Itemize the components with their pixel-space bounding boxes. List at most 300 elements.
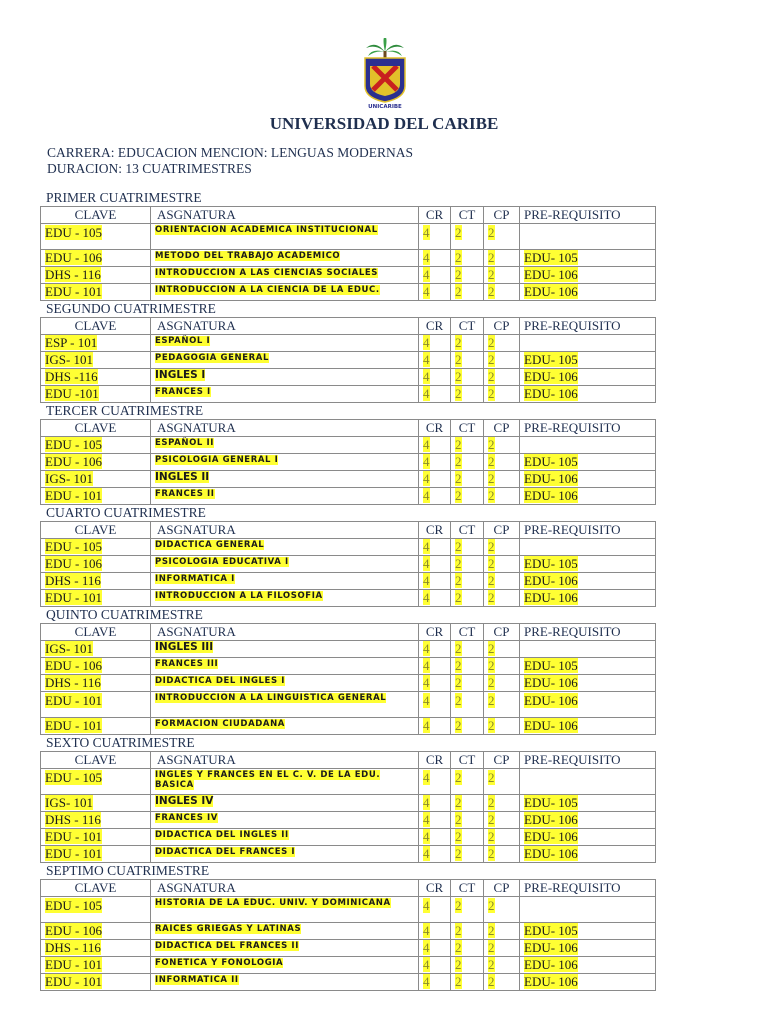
prerequisite-cell [520,795,656,812]
header-cp: CP [484,318,520,335]
asignatura-value: HISTORIA DE LA EDUC. UNIV. Y DOMINICANA [155,898,391,908]
clave-value: EDU - 101 [45,846,103,861]
ct-cell [451,369,484,386]
table-row [41,692,656,718]
prerequisite-value: EDU- 106 [524,718,578,733]
asignatura-cell [151,369,419,386]
header-ct: CT [451,318,484,335]
cr-value: 4 [423,675,430,690]
cr-cell [419,335,451,352]
ct-cell [451,454,484,471]
ct-value: 2 [455,225,462,240]
header-cr: CR [419,880,451,897]
table-row [41,923,656,940]
cr-value: 4 [423,590,430,605]
asignatura-cell [151,335,419,352]
cp-cell [484,692,520,718]
cp-value: 2 [488,539,495,554]
cr-cell [419,352,451,369]
cp-value: 2 [488,923,495,938]
table-row [41,769,656,795]
ct-value: 2 [455,770,462,785]
ct-value: 2 [455,284,462,299]
cp-cell [484,224,520,250]
section-title: QUINTO CUATRIMESTRE [46,607,203,622]
cr-value: 4 [423,940,430,955]
ct-value: 2 [455,846,462,861]
prerequisite-value: EDU- 105 [524,658,578,673]
asignatura-value: PSICOLOGIA GENERAL I [155,455,279,465]
prerequisite-value: EDU- 106 [524,940,578,955]
cp-cell [484,386,520,403]
header-cr: CR [419,420,451,437]
clave-cell [41,539,151,556]
asignatura-value: FORMACION CIUDADANA [155,719,285,729]
curriculum-sections [40,190,655,991]
cr-value: 4 [423,829,430,844]
header-pre: PRE-REQUISITO [520,318,656,335]
cr-value: 4 [423,556,430,571]
cr-cell [419,769,451,795]
prerequisite-cell [520,974,656,991]
cp-value: 2 [488,957,495,972]
clave-value: EDU - 106 [45,923,103,938]
ct-cell [451,718,484,735]
clave-cell [41,352,151,369]
asignatura-value: INTRODUCCION A LAS CIENCIAS SOCIALES [155,268,379,278]
cr-cell [419,267,451,284]
table-row [41,957,656,974]
asignatura-value: INTRODUCCION A LA CIENCIA DE LA EDUC. [155,285,380,295]
cr-value: 4 [423,352,430,367]
cr-cell [419,590,451,607]
prerequisite-cell [520,386,656,403]
header-ct: CT [451,880,484,897]
clave-value: EDU - 105 [45,770,103,785]
ct-value: 2 [455,250,462,265]
prerequisite-cell [520,284,656,301]
ct-cell [451,335,484,352]
prerequisite-cell [520,454,656,471]
asignatura-value: FRANCES IV [155,813,218,823]
cp-cell [484,974,520,991]
cp-cell [484,897,520,923]
header-cr: CR [419,624,451,641]
cp-value: 2 [488,488,495,503]
ct-value: 2 [455,940,462,955]
clave-value: EDU - 101 [45,718,103,733]
table-header-row [41,420,656,437]
cr-cell [419,471,451,488]
table-row [41,471,656,488]
header-cp: CP [484,420,520,437]
cp-cell [484,675,520,692]
table-row [41,940,656,957]
cp-value: 2 [488,352,495,367]
cr-cell [419,658,451,675]
ct-value: 2 [455,693,462,708]
clave-value: IGS- 101 [45,471,94,486]
cp-cell [484,539,520,556]
cp-value: 2 [488,658,495,673]
prerequisite-cell [520,675,656,692]
prerequisite-cell [520,352,656,369]
header-asignatura: ASGNATURA [151,752,419,769]
cp-value: 2 [488,898,495,913]
header-cp: CP [484,522,520,539]
prerequisite-cell [520,437,656,454]
clave-cell [41,675,151,692]
clave-value: ESP - 101 [45,335,98,350]
cp-cell [484,352,520,369]
cr-value: 4 [423,471,430,486]
cr-cell [419,846,451,863]
section-title: PRIMER CUATRIMESTRE [46,190,202,205]
ct-value: 2 [455,471,462,486]
header-ct: CT [451,624,484,641]
ct-cell [451,940,484,957]
course-table [40,751,656,863]
table-row [41,284,656,301]
cp-cell [484,250,520,267]
cr-cell [419,974,451,991]
cp-value: 2 [488,454,495,469]
prerequisite-cell [520,573,656,590]
prerequisite-cell [520,335,656,352]
cp-value: 2 [488,437,495,452]
table-row [41,718,656,735]
cr-value: 4 [423,284,430,299]
prerequisite-cell [520,539,656,556]
clave-value: DHS - 116 [45,267,101,282]
header-cp: CP [484,752,520,769]
clave-value: DHS - 116 [45,812,101,827]
clave-cell [41,769,151,795]
ct-value: 2 [455,812,462,827]
clave-cell [41,829,151,846]
prerequisite-value: EDU- 105 [524,795,578,810]
cp-cell [484,573,520,590]
asignatura-value: INGLES II [155,471,210,483]
header-cr: CR [419,522,451,539]
asignatura-cell [151,641,419,658]
clave-cell [41,335,151,352]
header-clave: CLAVE [41,522,151,539]
prerequisite-value: EDU- 106 [524,974,578,989]
asignatura-cell [151,675,419,692]
clave-value: EDU - 105 [45,225,103,240]
cp-cell [484,369,520,386]
prerequisite-value: EDU- 106 [524,675,578,690]
clave-cell [41,897,151,923]
page-title: UNIVERSIDAD DEL CARIBE [269,114,499,133]
asignatura-cell [151,897,419,923]
header-pre: PRE-REQUISITO [520,752,656,769]
prerequisite-cell [520,224,656,250]
cr-value: 4 [423,641,430,656]
cr-value: 4 [423,437,430,452]
prerequisite-value: EDU- 105 [524,454,578,469]
ct-value: 2 [455,573,462,588]
cp-value: 2 [488,284,495,299]
prerequisite-value: EDU- 106 [524,488,578,503]
clave-cell [41,718,151,735]
prerequisite-cell [520,923,656,940]
asignatura-cell [151,539,419,556]
cp-cell [484,267,520,284]
header-clave: CLAVE [41,207,151,224]
cp-value: 2 [488,812,495,827]
asignatura-cell [151,846,419,863]
palm-icon [366,38,404,59]
ct-value: 2 [455,590,462,605]
ct-value: 2 [455,488,462,503]
cp-value: 2 [488,386,495,401]
table-row [41,658,656,675]
asignatura-cell [151,829,419,846]
ct-cell [451,692,484,718]
header-cr: CR [419,752,451,769]
cp-value: 2 [488,573,495,588]
cp-value: 2 [488,335,495,350]
cp-value: 2 [488,369,495,384]
cp-value: 2 [488,225,495,240]
clave-cell [41,386,151,403]
ct-value: 2 [455,675,462,690]
cp-value: 2 [488,590,495,605]
ct-cell [451,641,484,658]
table-header-row [41,624,656,641]
clave-value: EDU - 101 [45,974,103,989]
header-asignatura: ASGNATURA [151,880,419,897]
clave-cell [41,250,151,267]
clave-cell [41,658,151,675]
ct-value: 2 [455,898,462,913]
clave-value: DHS -116 [45,369,98,384]
cr-value: 4 [423,250,430,265]
asignatura-value: INFORMATICA I [155,574,235,584]
cp-cell [484,488,520,505]
ct-value: 2 [455,454,462,469]
asignatura-cell [151,573,419,590]
cr-cell [419,386,451,403]
cp-value: 2 [488,940,495,955]
asignatura-value: METODO DEL TRABAJO ACADEMICO [155,251,341,261]
clave-value: IGS- 101 [45,795,94,810]
cp-value: 2 [488,693,495,708]
prerequisite-cell [520,829,656,846]
cr-cell [419,829,451,846]
asignatura-cell [151,437,419,454]
cr-cell [419,556,451,573]
ct-cell [451,573,484,590]
asignatura-value: FRANCES I [155,387,211,397]
prerequisite-value: EDU- 106 [524,386,578,401]
table-row [41,590,656,607]
ct-cell [451,488,484,505]
asignatura-value: PEDAGOGIA GENERAL [155,353,269,363]
cp-cell [484,769,520,795]
prerequisite-cell [520,250,656,267]
cr-cell [419,437,451,454]
cr-value: 4 [423,225,430,240]
ct-value: 2 [455,795,462,810]
clave-cell [41,556,151,573]
cr-cell [419,573,451,590]
header-cp: CP [484,207,520,224]
header-asignatura: ASGNATURA [151,207,419,224]
prerequisite-value: EDU- 106 [524,369,578,384]
prerequisite-value: EDU- 106 [524,957,578,972]
cp-cell [484,556,520,573]
clave-cell [41,846,151,863]
prerequisite-cell [520,267,656,284]
asignatura-cell [151,974,419,991]
prerequisite-value: EDU- 106 [524,267,578,282]
ct-cell [451,539,484,556]
cr-cell [419,957,451,974]
cp-value: 2 [488,770,495,785]
cr-value: 4 [423,693,430,708]
cp-value: 2 [488,471,495,486]
asignatura-cell [151,454,419,471]
clave-cell [41,454,151,471]
table-row [41,335,656,352]
prerequisite-cell [520,957,656,974]
prerequisite-cell [520,471,656,488]
cp-value: 2 [488,641,495,656]
asignatura-value: ESPAÑOL I [155,336,211,346]
table-row [41,846,656,863]
ct-cell [451,437,484,454]
ct-value: 2 [455,386,462,401]
asignatura-value: PSICOLOGIA EDUCATIVA I [155,557,289,567]
header-pre: PRE-REQUISITO [520,522,656,539]
prerequisite-cell [520,940,656,957]
ct-cell [451,556,484,573]
ct-value: 2 [455,641,462,656]
header-pre: PRE-REQUISITO [520,624,656,641]
prerequisite-value: EDU- 106 [524,829,578,844]
cr-value: 4 [423,957,430,972]
clave-cell [41,940,151,957]
section-title: TERCER CUATRIMESTRE [46,403,204,418]
cr-cell [419,812,451,829]
asignatura-value: INGLES IV [155,795,214,807]
ct-value: 2 [455,829,462,844]
prerequisite-cell [520,590,656,607]
table-row [41,573,656,590]
cr-cell [419,454,451,471]
cp-value: 2 [488,829,495,844]
cp-value: 2 [488,718,495,733]
asignatura-cell [151,923,419,940]
duration-line: DURACION: 13 CUATRIMESTRES [47,161,252,176]
table-row [41,224,656,250]
asignatura-value: INGLES III [155,641,214,653]
cr-value: 4 [423,386,430,401]
clave-value: EDU - 105 [45,539,103,554]
cr-cell [419,692,451,718]
clave-value: EDU - 101 [45,829,103,844]
table-header-row [41,318,656,335]
cr-value: 4 [423,454,430,469]
header-clave: CLAVE [41,318,151,335]
asignatura-value: FRANCES II [155,489,215,499]
university-logo [362,38,408,110]
cp-cell [484,284,520,301]
cp-cell [484,846,520,863]
cr-cell [419,224,451,250]
clave-cell [41,692,151,718]
section-title: SEPTIMO CUATRIMESTRE [46,863,210,878]
cp-cell [484,590,520,607]
asignatura-value: FONETICA Y FONOLOGIA [155,958,284,968]
cp-cell [484,454,520,471]
ct-value: 2 [455,718,462,733]
cp-cell [484,923,520,940]
asignatura-cell [151,590,419,607]
header-asignatura: ASGNATURA [151,522,419,539]
asignatura-cell [151,488,419,505]
prerequisite-value: EDU- 106 [524,284,578,299]
clave-value: EDU -101 [45,386,99,401]
asignatura-cell [151,224,419,250]
cp-value: 2 [488,675,495,690]
table-row [41,454,656,471]
clave-cell [41,369,151,386]
clave-value: EDU - 101 [45,284,103,299]
clave-cell [41,641,151,658]
table-row [41,386,656,403]
cp-cell [484,658,520,675]
cp-value: 2 [488,250,495,265]
asignatura-cell [151,386,419,403]
asignatura-cell [151,658,419,675]
cp-value: 2 [488,974,495,989]
table-row [41,369,656,386]
table-header-row [41,522,656,539]
ct-cell [451,386,484,403]
course-table [40,521,656,607]
header-cr: CR [419,318,451,335]
clave-value: EDU - 106 [45,454,103,469]
prerequisite-cell [520,488,656,505]
asignatura-value: DIDACTICA DEL INGLES II [155,830,289,840]
cr-value: 4 [423,488,430,503]
ct-value: 2 [455,369,462,384]
header-cp: CP [484,624,520,641]
prerequisite-value: EDU- 106 [524,846,578,861]
ct-value: 2 [455,957,462,972]
clave-cell [41,923,151,940]
clave-cell [41,573,151,590]
asignatura-value: FRANCES III [155,659,219,669]
ct-cell [451,923,484,940]
table-row [41,539,656,556]
cr-cell [419,488,451,505]
clave-value: EDU - 106 [45,556,103,571]
cr-value: 4 [423,812,430,827]
cp-value: 2 [488,267,495,282]
clave-cell [41,284,151,301]
prerequisite-cell [520,846,656,863]
cr-cell [419,284,451,301]
table-row [41,641,656,658]
course-table [40,206,656,301]
clave-cell [41,812,151,829]
cr-value: 4 [423,898,430,913]
